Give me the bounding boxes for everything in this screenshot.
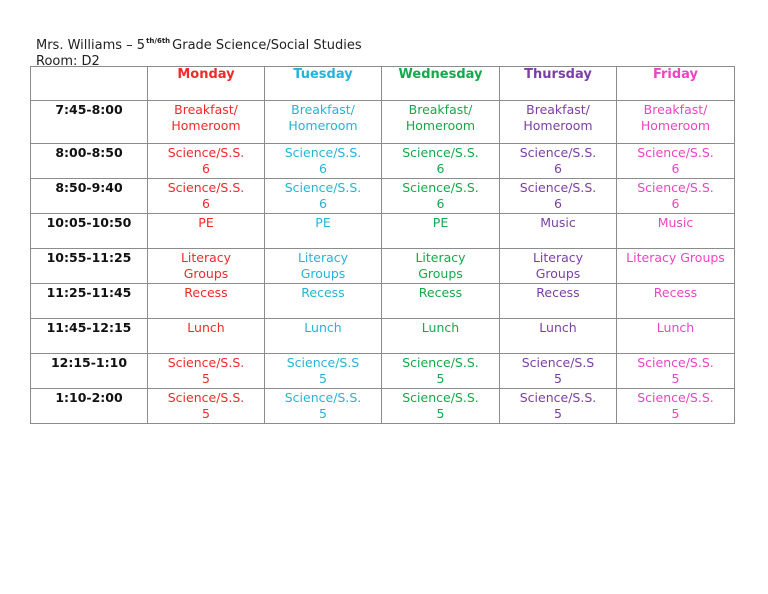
schedule-cell-friday <box>617 284 735 319</box>
activity-text: 5 <box>671 405 680 421</box>
activity-text: Science/S.S. <box>402 390 479 405</box>
time-slot: 1:10-2:00 <box>31 389 148 424</box>
activity-text: 6 <box>436 160 445 176</box>
grade-superscript: th/6th <box>146 37 171 45</box>
subject-title: Grade Science/Social Studies <box>172 38 362 53</box>
schedule-cell-wednesday <box>382 249 500 284</box>
activity-text: Groups <box>418 265 463 281</box>
schedule-cell-monday <box>148 144 265 179</box>
room-label: Room: D2 <box>36 54 100 69</box>
time-slot: 11:25-11:45 <box>31 284 148 319</box>
table-row <box>31 389 735 424</box>
schedule-cell-thursday <box>500 354 617 389</box>
day-header-friday: Friday <box>617 67 735 101</box>
activity-text: 6 <box>671 160 680 176</box>
schedule-cell-wednesday <box>382 101 500 144</box>
activity-text: 5 <box>202 370 210 386</box>
activity-text: 6 <box>554 160 562 176</box>
activity-text: Recess <box>536 285 580 300</box>
table-row <box>31 179 735 214</box>
schedule-cell-thursday <box>500 284 617 319</box>
activity-text: Breakfast/ <box>174 102 238 117</box>
activity-text: Groups <box>300 265 346 281</box>
schedule-cell-wednesday <box>382 389 500 424</box>
activity-text: Recess <box>653 285 698 300</box>
day-header-thursday: Thursday <box>500 67 617 101</box>
schedule-cell-thursday <box>500 319 617 354</box>
activity-text: Science/S.S. <box>167 145 245 160</box>
day-header-monday: Monday <box>148 67 265 101</box>
activity-text: 5 <box>202 405 210 421</box>
activity-text: 5 <box>436 370 445 386</box>
activity-text: 6 <box>202 195 210 211</box>
activity-text: Science/S.S <box>286 355 360 370</box>
activity-text: Literacy <box>297 250 349 265</box>
schedule-cell-friday <box>617 214 735 249</box>
schedule-cell-tuesday <box>265 214 382 249</box>
activity-text: Science/S.S. <box>637 390 714 405</box>
schedule-cell-monday <box>148 101 265 144</box>
activity-text: 6 <box>319 195 327 211</box>
schedule-cell-friday <box>617 101 735 144</box>
time-slot: 7:45-8:00 <box>31 101 148 144</box>
table-row <box>31 249 735 284</box>
activity-text: 5 <box>554 405 562 421</box>
activity-text: Recess <box>418 285 463 300</box>
activity-text: Music <box>657 215 694 230</box>
schedule-cell-wednesday <box>382 319 500 354</box>
day-header-tuesday: Tuesday <box>265 67 382 101</box>
time-slot: 11:45-12:15 <box>31 319 148 354</box>
activity-text: Homeroom <box>171 117 241 133</box>
activity-text: Science/S.S. <box>167 355 245 370</box>
schedule-cell-wednesday <box>382 179 500 214</box>
schedule-cell-wednesday <box>382 214 500 249</box>
activity-text: 6 <box>671 195 680 211</box>
time-slot: 10:05-10:50 <box>31 214 148 249</box>
title-line <box>36 33 362 54</box>
schedule-cell-wednesday <box>382 144 500 179</box>
activity-text: Science/S.S. <box>402 355 479 370</box>
activity-text: Science/S.S. <box>637 180 714 195</box>
schedule-cell-tuesday <box>265 249 382 284</box>
activity-text: Science/S.S. <box>519 390 597 405</box>
schedule-cell-monday <box>148 319 265 354</box>
activity-text: Breakfast/ <box>526 102 590 117</box>
table-row <box>31 354 735 389</box>
activity-text: Science/S.S. <box>637 145 714 160</box>
activity-text: 6 <box>554 195 562 211</box>
schedule-cell-wednesday <box>382 354 500 389</box>
schedule-cell-wednesday <box>382 284 500 319</box>
table-row <box>31 214 735 249</box>
schedule-cell-friday <box>617 144 735 179</box>
schedule-cell-thursday <box>500 389 617 424</box>
schedule-cell-tuesday <box>265 179 382 214</box>
schedule-cell-thursday <box>500 179 617 214</box>
activity-text: Recess <box>184 285 228 300</box>
activity-text: 5 <box>319 370 327 386</box>
activity-text: Lunch <box>304 320 342 335</box>
table-row <box>31 284 735 319</box>
activity-text: Science/S.S. <box>284 390 362 405</box>
activity-text: Recess <box>301 285 345 300</box>
activity-text: Science/S.S. <box>402 145 479 160</box>
schedule-table <box>30 66 735 424</box>
activity-text: Science/S.S. <box>637 355 714 370</box>
activity-text: 5 <box>319 405 327 421</box>
activity-text: Breakfast/ <box>643 102 708 117</box>
activity-text: Science/S.S. <box>167 390 245 405</box>
time-slot: 8:50-9:40 <box>31 179 148 214</box>
activity-text: Groups <box>183 265 229 281</box>
schedule-cell-monday <box>148 284 265 319</box>
activity-text: 5 <box>671 370 680 386</box>
activity-text: Science/S.S. <box>167 180 245 195</box>
schedule-cell-tuesday <box>265 319 382 354</box>
activity-text: Lunch <box>187 320 225 335</box>
activity-text: Science/S.S. <box>284 145 362 160</box>
activity-text: Literacy <box>180 250 232 265</box>
schedule-cell-tuesday <box>265 354 382 389</box>
schedule-cell-friday <box>617 179 735 214</box>
corner-cell <box>31 67 148 101</box>
activity-text: 5 <box>436 405 445 421</box>
activity-text: PE <box>432 215 449 230</box>
activity-text: Lunch <box>421 320 460 335</box>
activity-text: Science/S.S. <box>284 180 362 195</box>
activity-text: 6 <box>202 160 210 176</box>
schedule-cell-friday <box>617 389 735 424</box>
activity-text: 6 <box>319 160 327 176</box>
schedule-cell-monday <box>148 179 265 214</box>
time-slot: 12:15-1:10 <box>31 354 148 389</box>
schedule-cell-friday <box>617 249 735 284</box>
table-row <box>31 101 735 144</box>
activity-text: PE <box>315 215 331 230</box>
schedule-cell-thursday <box>500 249 617 284</box>
activity-text: Lunch <box>656 320 695 335</box>
activity-text: Science/S.S <box>521 355 595 370</box>
day-header-wednesday: Wednesday <box>382 67 500 101</box>
schedule-cell-friday <box>617 354 735 389</box>
activity-text: Literacy Groups <box>626 250 725 265</box>
activity-text: Homeroom <box>640 117 711 133</box>
schedule-cell-thursday <box>500 214 617 249</box>
schedule-cell-monday <box>148 389 265 424</box>
document-header <box>36 33 362 70</box>
time-slot: 8:00-8:50 <box>31 144 148 179</box>
table-row <box>31 319 735 354</box>
activity-text: Science/S.S. <box>519 145 597 160</box>
schedule-cell-tuesday <box>265 144 382 179</box>
activity-text: Homeroom <box>288 117 358 133</box>
activity-text: Groups <box>535 265 581 281</box>
activity-text: PE <box>198 215 214 230</box>
activity-text: 5 <box>554 370 562 386</box>
schedule-cell-thursday <box>500 144 617 179</box>
activity-text: Literacy <box>532 250 584 265</box>
activity-text: Science/S.S. <box>402 180 479 195</box>
schedule-cell-monday <box>148 249 265 284</box>
schedule-cell-tuesday <box>265 284 382 319</box>
schedule-cell-monday <box>148 214 265 249</box>
activity-text: Breakfast/ <box>408 102 473 117</box>
teacher-name: Mrs. Williams – 5 <box>36 38 146 53</box>
activity-text: Music <box>540 215 576 230</box>
schedule-cell-tuesday <box>265 101 382 144</box>
activity-text: Homeroom <box>405 117 476 133</box>
activity-text: 6 <box>436 195 445 211</box>
activity-text: Science/S.S. <box>519 180 597 195</box>
table-row <box>31 144 735 179</box>
activity-text: Lunch <box>539 320 577 335</box>
activity-text: Breakfast/ <box>291 102 355 117</box>
schedule-cell-tuesday <box>265 389 382 424</box>
activity-text: Homeroom <box>523 117 593 133</box>
time-slot: 10:55-11:25 <box>31 249 148 284</box>
schedule-cell-friday <box>617 319 735 354</box>
schedule-cell-thursday <box>500 101 617 144</box>
day-header-row <box>31 67 735 101</box>
schedule-cell-monday <box>148 354 265 389</box>
activity-text: Literacy <box>415 250 466 265</box>
